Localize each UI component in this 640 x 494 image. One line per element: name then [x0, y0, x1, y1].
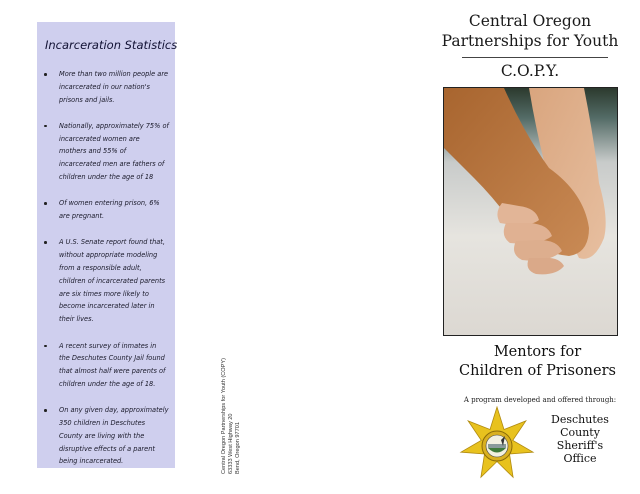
- program-title-line2: Children of Prisoners: [459, 363, 616, 379]
- list-item: [37, 120, 175, 184]
- holding-hands-photo: [443, 87, 618, 336]
- bullet-icon: [44, 345, 47, 348]
- return-address-street: 63333 West Highway 20: [228, 413, 235, 474]
- sheriff-line4: Office: [563, 452, 597, 465]
- bullet-icon: [44, 241, 47, 244]
- statistic-text: On any given day, approximately 350 children in Deschutes County are living with the disruptive effects of a parent being incarcerated.: [59, 406, 169, 466]
- program-subtitle: A program developed and offered through:: [463, 396, 617, 404]
- organization-name: [430, 11, 630, 51]
- statistic-text: Of women entering prison, 6% are pregnant.: [59, 199, 160, 221]
- sheriff-star-badge-icon: [459, 406, 535, 482]
- organization-acronym: C.O.P.Y.: [500, 62, 560, 80]
- list-item: [37, 197, 175, 223]
- return-address-city: Bend, Oregon 97701: [235, 422, 242, 474]
- hands-illustration: [444, 88, 618, 336]
- list-item: [37, 404, 175, 468]
- program-title-line1: Mentors for: [493, 344, 582, 360]
- bullet-icon: [44, 409, 47, 412]
- statistic-text: A recent survey of inmates in the Deschutes County Jail found that almost half were parents of children under the age of 18.: [59, 341, 166, 388]
- list-item: [37, 340, 175, 391]
- incarceration-statistics-panel: [37, 22, 178, 468]
- statistic-text: Nationally, approximately 75% of incarcerated women are mothers and 55% of incarcerated men are fathers of children under the age of 18: [59, 121, 169, 182]
- statistic-text: A U.S. Senate report found that, without appropriate modeling from a responsible adult, children of incarcerated parents are six times more likely to become incarcerated later in their lives.: [59, 238, 166, 324]
- list-item: [37, 236, 175, 326]
- panel-title: Incarceration Statistics: [45, 38, 178, 52]
- sheriff-line2: County: [560, 426, 600, 439]
- statistic-text: More than two million people are incarcerated in our nation's prisons and jails.: [59, 70, 169, 104]
- bullet-icon: [44, 202, 47, 205]
- sheriff-line3: Sheriff's: [556, 439, 604, 452]
- sheriff-office-name: [540, 413, 620, 465]
- sheriff-line1: Deschutes: [551, 413, 609, 426]
- return-address: [221, 358, 243, 474]
- org-name-line1: Central Oregon: [468, 12, 592, 30]
- list-item: [37, 68, 175, 106]
- statistics-list: [37, 68, 175, 482]
- program-title: [440, 343, 635, 381]
- return-address-org: Central Oregon Partnerships for Youth (COPY): [221, 358, 227, 474]
- bullet-icon: [44, 73, 47, 76]
- org-name-line2: Partnerships for Youth: [441, 32, 619, 50]
- bullet-icon: [44, 125, 47, 128]
- divider: [462, 57, 608, 58]
